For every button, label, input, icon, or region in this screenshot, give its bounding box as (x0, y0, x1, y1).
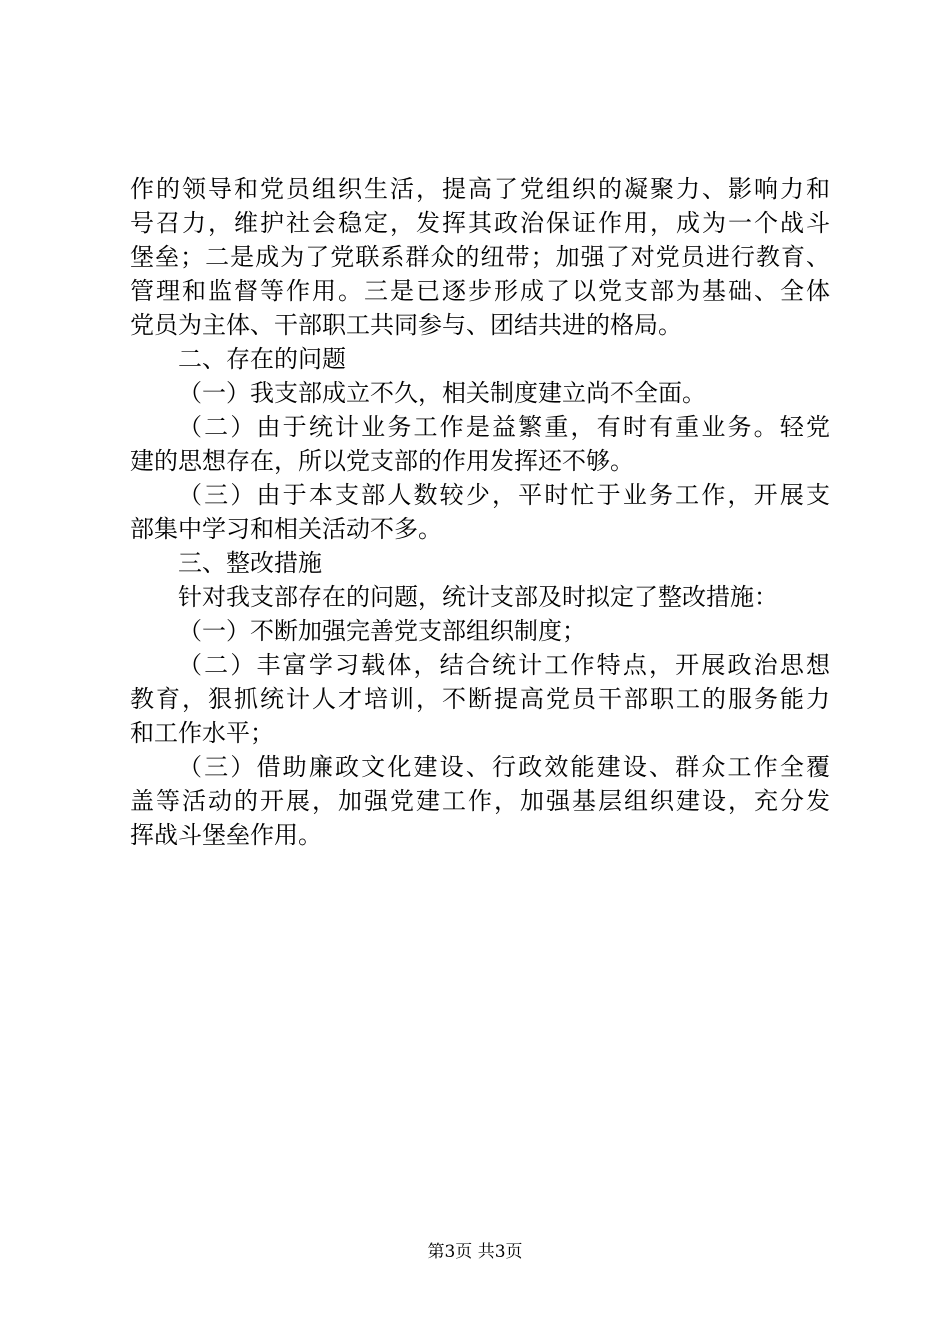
section-heading: 二、存在的问题 (178, 345, 346, 373)
text-line: 号召力，维护社会稳定，发挥其政治保证作用，成为一个战斗 (130, 209, 830, 237)
text-line: 针对我支部存在的问题，统计支部及时拟定了整改措施： (178, 583, 778, 611)
text-line: 和工作水平； (130, 719, 274, 747)
text-line: （二）由于统计业务工作是益繁重，有时有重业务。轻党 (178, 413, 830, 441)
document-body (130, 172, 830, 852)
text-line: 建的思想存在，所以党支部的作用发挥还不够。 (130, 447, 634, 475)
text-line: 教育，狠抓统计人才培训，不断提高党员干部职工的服务能力 (130, 685, 830, 713)
page-footer: 第3页 共3页 (427, 1242, 523, 1262)
text-line: （三）借助廉政文化建设、行政效能建设、群众工作全覆 (178, 753, 830, 781)
text-line: 部集中学习和相关活动不多。 (130, 515, 442, 543)
text-line: 党员为主体、干部职工共同参与、团结共进的格局。 (130, 311, 682, 339)
text-line: （二）丰富学习载体，结合统计工作特点，开展政治思想 (178, 651, 830, 679)
text-line: 盖等活动的开展，加强党建工作，加强基层组织建设，充分发 (130, 787, 830, 815)
text-line: （一）我支部成立不久，相关制度建立尚不全面。 (178, 379, 706, 407)
text-line: （三）由于本支部人数较少，平时忙于业务工作，开展支 (178, 481, 830, 509)
text-line: 堡垒；二是成为了党联系群众的纽带；加强了对党员进行教育、 (130, 243, 830, 271)
section-heading: 三、整改措施 (178, 549, 322, 577)
text-line: 挥战斗堡垒作用。 (130, 821, 322, 849)
text-line: （一）不断加强完善党支部组织制度； (178, 617, 586, 645)
text-line: 作的领导和党员组织生活，提高了党组织的凝聚力、影响力和 (130, 175, 830, 203)
text-line: 管理和监督等作用。三是已逐步形成了以党支部为基础、全体 (130, 277, 830, 305)
